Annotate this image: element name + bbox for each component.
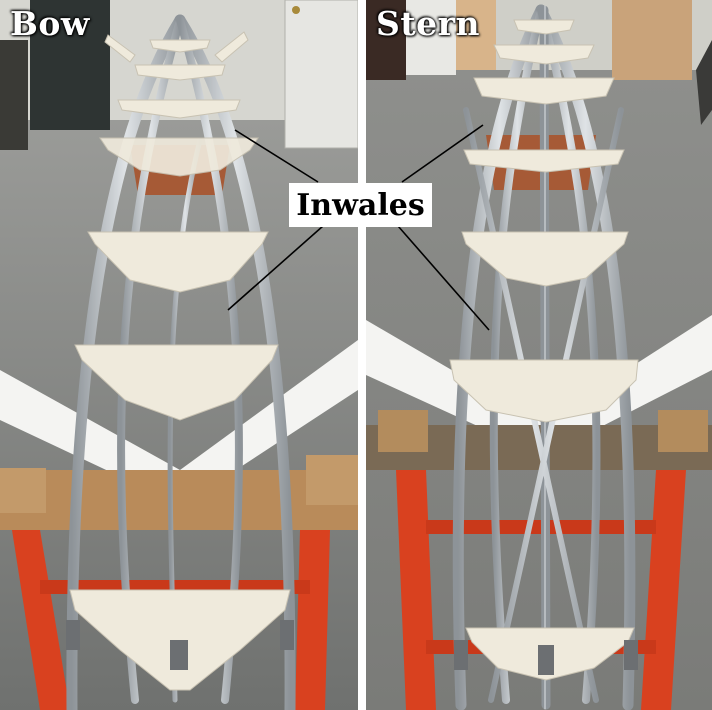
wood-block-left <box>378 410 428 452</box>
wood-block-left <box>0 468 46 513</box>
stern-photo-illustration <box>366 0 712 710</box>
stern-label: Stern <box>376 4 480 43</box>
bow-label: Bow <box>10 4 90 43</box>
shelf <box>0 40 28 150</box>
plywood-stack <box>612 0 692 80</box>
panel-divider <box>358 0 366 710</box>
wood-block-right <box>306 455 358 505</box>
door-knob <box>292 6 300 14</box>
inwales-callout: Inwales <box>289 183 432 227</box>
door <box>285 0 358 148</box>
wood-block-right <box>658 410 708 452</box>
sawhorse-leg-right <box>295 530 330 710</box>
stern-frame-photo <box>366 0 712 710</box>
